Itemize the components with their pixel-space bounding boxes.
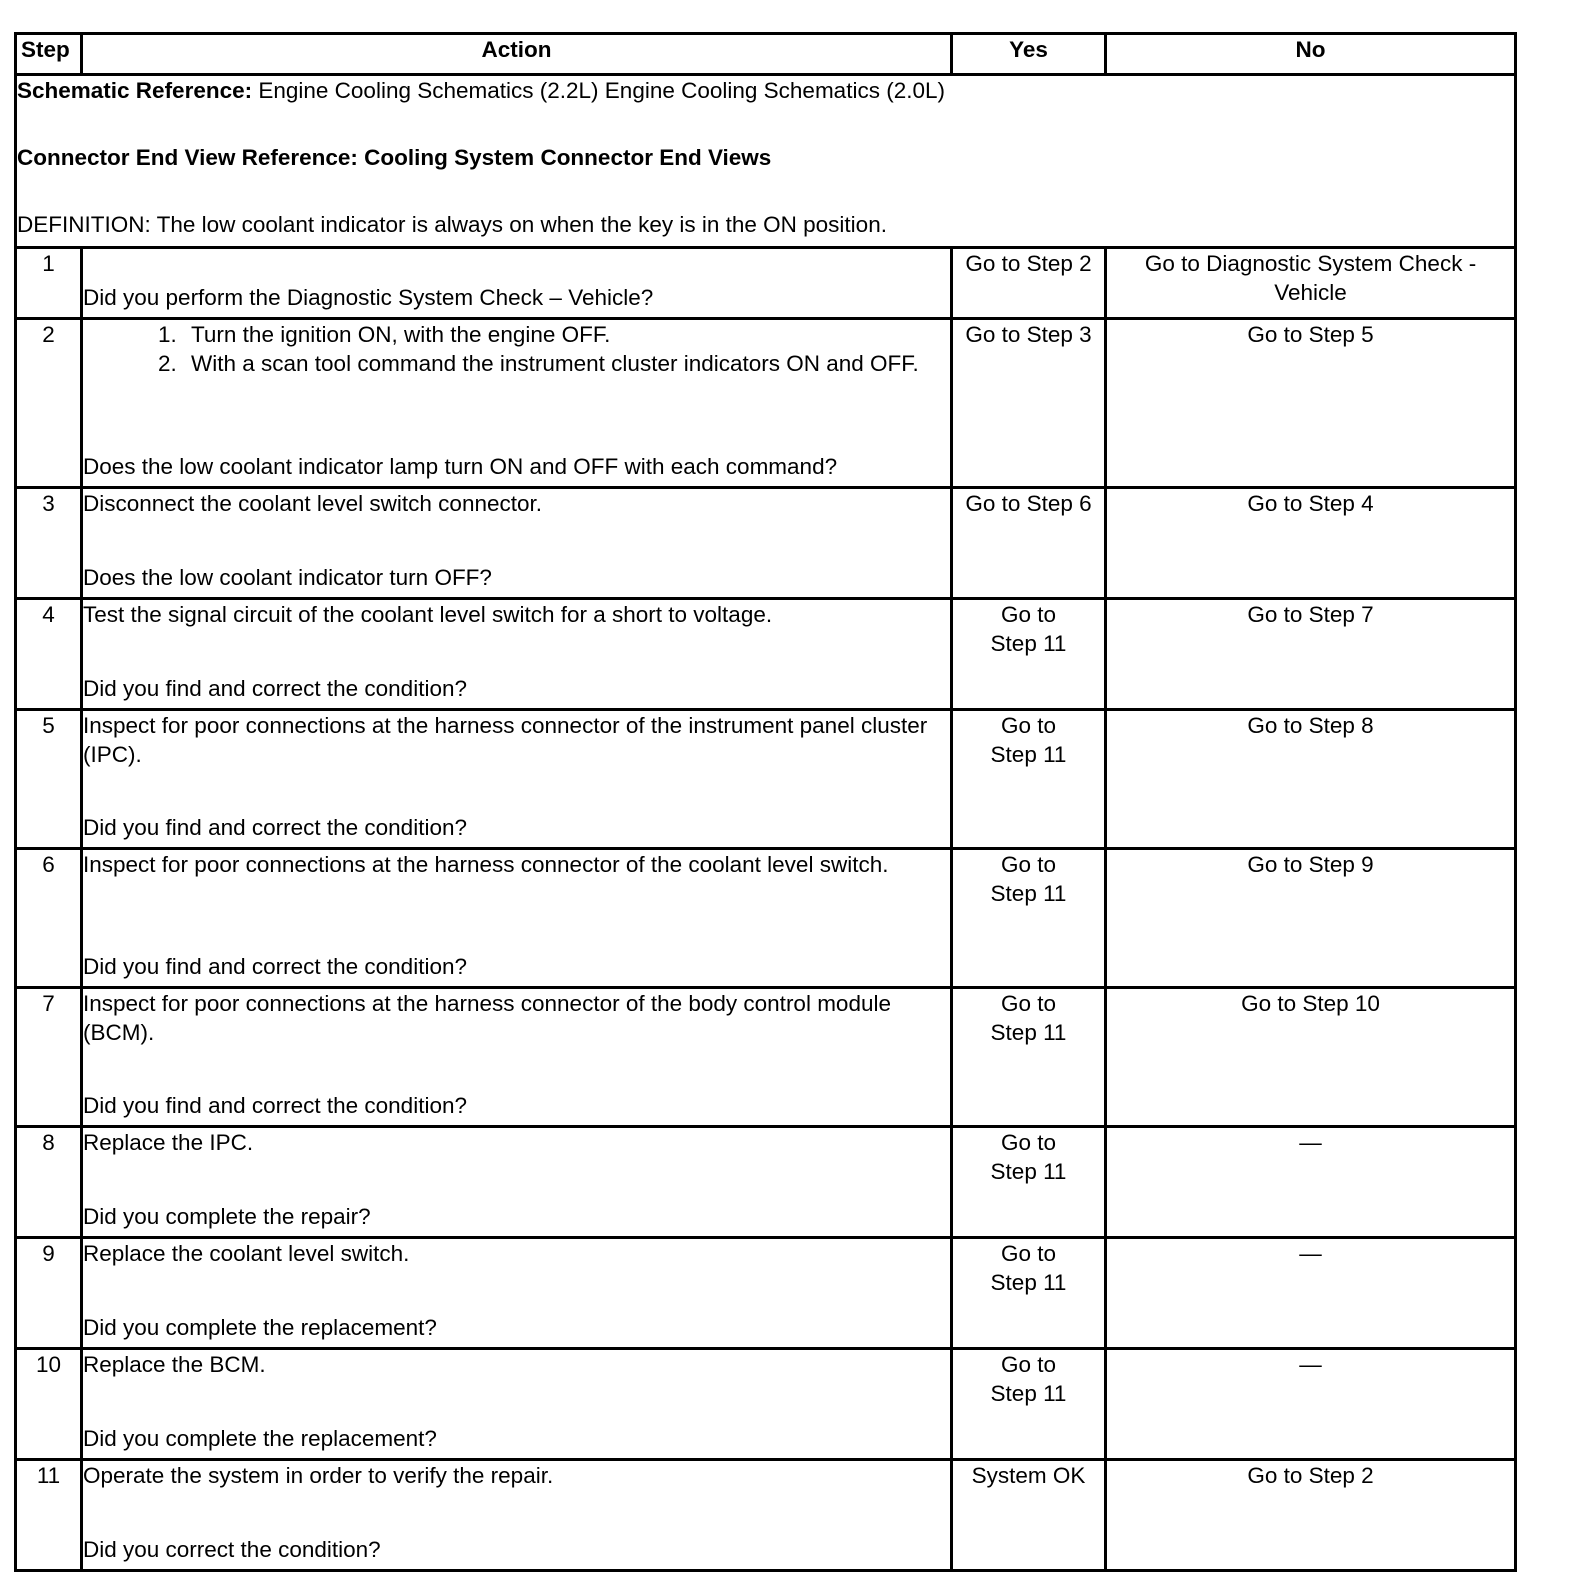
action-cell — [82, 1349, 952, 1460]
table-row — [16, 988, 1516, 1127]
no-result: Go to Step 9 — [1106, 849, 1516, 988]
action-cell — [82, 710, 952, 849]
no-result: Go to Step 5 — [1106, 319, 1516, 488]
action-question: Does the low coolant indicator turn OFF? — [83, 565, 492, 590]
yes-result: Go to Step 11 — [952, 849, 1106, 988]
yes-result: Go to Step 11 — [952, 1349, 1106, 1460]
step-number: 9 — [16, 1238, 82, 1349]
action-question: Does the low coolant indicator lamp turn ON and OFF with each command? — [83, 454, 838, 479]
table-row — [16, 599, 1516, 710]
diagnostic-table — [14, 32, 1517, 1572]
yes-result: Go to Step 11 — [952, 710, 1106, 849]
header-action: Action — [82, 34, 952, 75]
action-cell — [82, 248, 952, 319]
header-yes: Yes — [952, 34, 1106, 75]
no-result: Go to Step 4 — [1106, 488, 1516, 599]
definition: DEFINITION: The low coolant indicator is always on when the key is in the ON position. — [17, 212, 887, 237]
action-question: Did you correct the condition? — [83, 1537, 381, 1562]
yes-result: Go to Step 11 — [952, 599, 1106, 710]
action-instruction: Operate the system in order to verify the repair. — [83, 1463, 554, 1488]
yes-result: Go to Step 6 — [952, 488, 1106, 599]
table-row — [16, 1460, 1516, 1571]
table-row — [16, 710, 1516, 849]
step-number: 10 — [16, 1349, 82, 1460]
yes-result: Go to Step 11 — [952, 1127, 1106, 1238]
yes-result: System OK — [952, 1460, 1106, 1571]
header-no: No — [1106, 34, 1516, 75]
step-number: 7 — [16, 988, 82, 1127]
step-number: 6 — [16, 849, 82, 988]
action-instruction: Inspect for poor connections at the harness connector of the body control module (BCM). — [83, 991, 891, 1045]
header-step: Step — [16, 34, 82, 75]
schematic-reference-label: Schematic Reference: — [17, 78, 253, 103]
action-instruction: Replace the IPC. — [83, 1130, 254, 1155]
step-number: 11 — [16, 1460, 82, 1571]
header-row — [16, 34, 1516, 75]
action-question: Did you find and correct the condition? — [83, 1093, 467, 1118]
step-number: 3 — [16, 488, 82, 599]
action-cell — [82, 319, 952, 488]
action-cell — [82, 1238, 952, 1349]
schematic-reference — [17, 76, 1514, 105]
action-question: Did you find and correct the condition? — [83, 815, 467, 840]
action-instruction: Test the signal circuit of the coolant level switch for a short to voltage. — [83, 602, 773, 627]
table-row — [16, 248, 1516, 319]
no-result: — — [1106, 1238, 1516, 1349]
action-cell — [82, 1460, 952, 1571]
action-instruction: Inspect for poor connections at the harness connector of the coolant level switch. — [83, 852, 889, 877]
table-row — [16, 1349, 1516, 1460]
yes-result: Go to Step 11 — [952, 988, 1106, 1127]
yes-result: Go to Step 11 — [952, 1238, 1106, 1349]
action-question: Did you perform the Diagnostic System Check – Vehicle? — [83, 285, 654, 310]
action-instruction: Replace the BCM. — [83, 1352, 266, 1377]
action-substeps — [83, 320, 950, 378]
action-instruction: Inspect for poor connections at the harness connector of the instrument panel cluster (IPC). — [83, 713, 928, 767]
action-cell — [82, 488, 952, 599]
yes-result: Go to Step 3 — [952, 319, 1106, 488]
table-row — [16, 849, 1516, 988]
action-cell — [82, 849, 952, 988]
step-number: 4 — [16, 599, 82, 710]
action-instruction: Replace the coolant level switch. — [83, 1241, 410, 1266]
reference-row — [16, 75, 1516, 248]
no-result: Go to Step 2 — [1106, 1460, 1516, 1571]
no-result: Go to Step 10 — [1106, 988, 1516, 1127]
action-substep: 1. Turn the ignition ON, with the engine OFF. — [183, 320, 950, 349]
no-result: — — [1106, 1349, 1516, 1460]
action-question: Did you find and correct the condition? — [83, 676, 467, 701]
table-row — [16, 488, 1516, 599]
action-instruction: Disconnect the coolant level switch connector. — [83, 491, 542, 516]
step-number: 5 — [16, 710, 82, 849]
action-substep: 2. With a scan tool command the instrument cluster indicators ON and OFF. — [183, 349, 950, 378]
action-instruction — [83, 320, 950, 378]
no-result: Go to Step 7 — [1106, 599, 1516, 710]
yes-result: Go to Step 2 — [952, 248, 1106, 319]
table-row — [16, 1238, 1516, 1349]
action-cell — [82, 1127, 952, 1238]
action-question: Did you find and correct the condition? — [83, 954, 467, 979]
action-cell — [82, 988, 952, 1127]
reference-cell — [16, 75, 1516, 248]
action-question: Did you complete the replacement? — [83, 1315, 437, 1340]
table-row — [16, 319, 1516, 488]
step-number: 8 — [16, 1127, 82, 1238]
action-question: Did you complete the replacement? — [83, 1426, 437, 1451]
action-cell — [82, 599, 952, 710]
schematic-reference-text: Engine Cooling Schematics (2.2L) Engine Cooling Schematics (2.0L) — [252, 78, 945, 103]
table-row — [16, 1127, 1516, 1238]
no-result: Go to Step 8 — [1106, 710, 1516, 849]
step-number: 1 — [16, 248, 82, 319]
no-result: — — [1106, 1127, 1516, 1238]
action-question: Did you complete the repair? — [83, 1204, 371, 1229]
step-number: 2 — [16, 319, 82, 488]
no-result: Go to Diagnostic System Check - Vehicle — [1106, 248, 1516, 319]
connector-reference: Connector End View Reference: Cooling System Connector End Views — [17, 145, 772, 170]
